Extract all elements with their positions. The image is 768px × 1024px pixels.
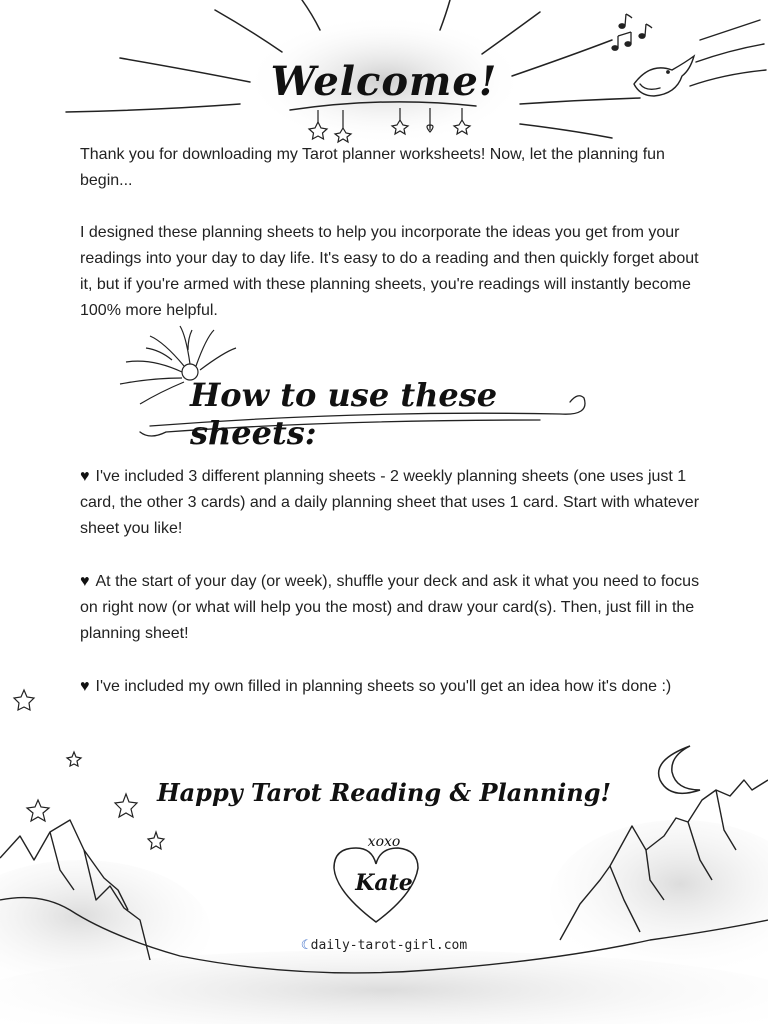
list-item-text: I've included 3 different planning sheets - 2 weekly planning sheets (one uses just 1 card, the other 3 cards) and a daily planning sheet that uses 1 card. Start with whatever sheet you like! xyxy=(80,468,700,537)
xoxo-text: xoxo xyxy=(367,834,401,850)
heart-bullet-icon: ♥ xyxy=(80,678,90,695)
moon-logo-icon: ☾ xyxy=(300,938,309,953)
heart-bullet-icon: ♥ xyxy=(80,573,90,590)
music-notes-icon xyxy=(612,14,652,50)
list-item xyxy=(80,674,700,700)
list-item-text: At the start of your day (or week), shuffle your deck and ask it what you need to focus on right now (or what will help you the most) and draw your card(s). Then, just fill in the planning sheet! xyxy=(80,573,700,642)
closing-line: Happy Tarot Reading & Planning! xyxy=(156,778,612,807)
intro-paragraph: Thank you for downloading my Tarot planner worksheets! Now, let the planning fun begin... xyxy=(80,146,665,189)
website-link[interactable]: daily-tarot-girl.com xyxy=(310,938,468,953)
list-item xyxy=(80,569,700,647)
list-item xyxy=(80,464,700,542)
signature: Kate xyxy=(355,870,413,896)
welcome-title: Welcome! xyxy=(270,58,498,105)
mountains xyxy=(0,780,768,1024)
website-footer xyxy=(0,938,768,953)
intro-paragraph: I designed these planning sheets to help you incorporate the ideas you get from your readings into your day to day life. It's easy to do a reading and then quickly forget about it, but if you're armed with these planning sheets, you're readings will instantly become 100% more helpful. xyxy=(80,224,699,319)
heart-bullet-icon: ♥ xyxy=(80,468,90,485)
how-to-heading: How to use these sheets: xyxy=(190,376,498,452)
star-icon xyxy=(14,690,164,849)
list-item-text: I've included my own filled in planning sheets so you'll get an idea how it's done :) xyxy=(95,678,672,695)
